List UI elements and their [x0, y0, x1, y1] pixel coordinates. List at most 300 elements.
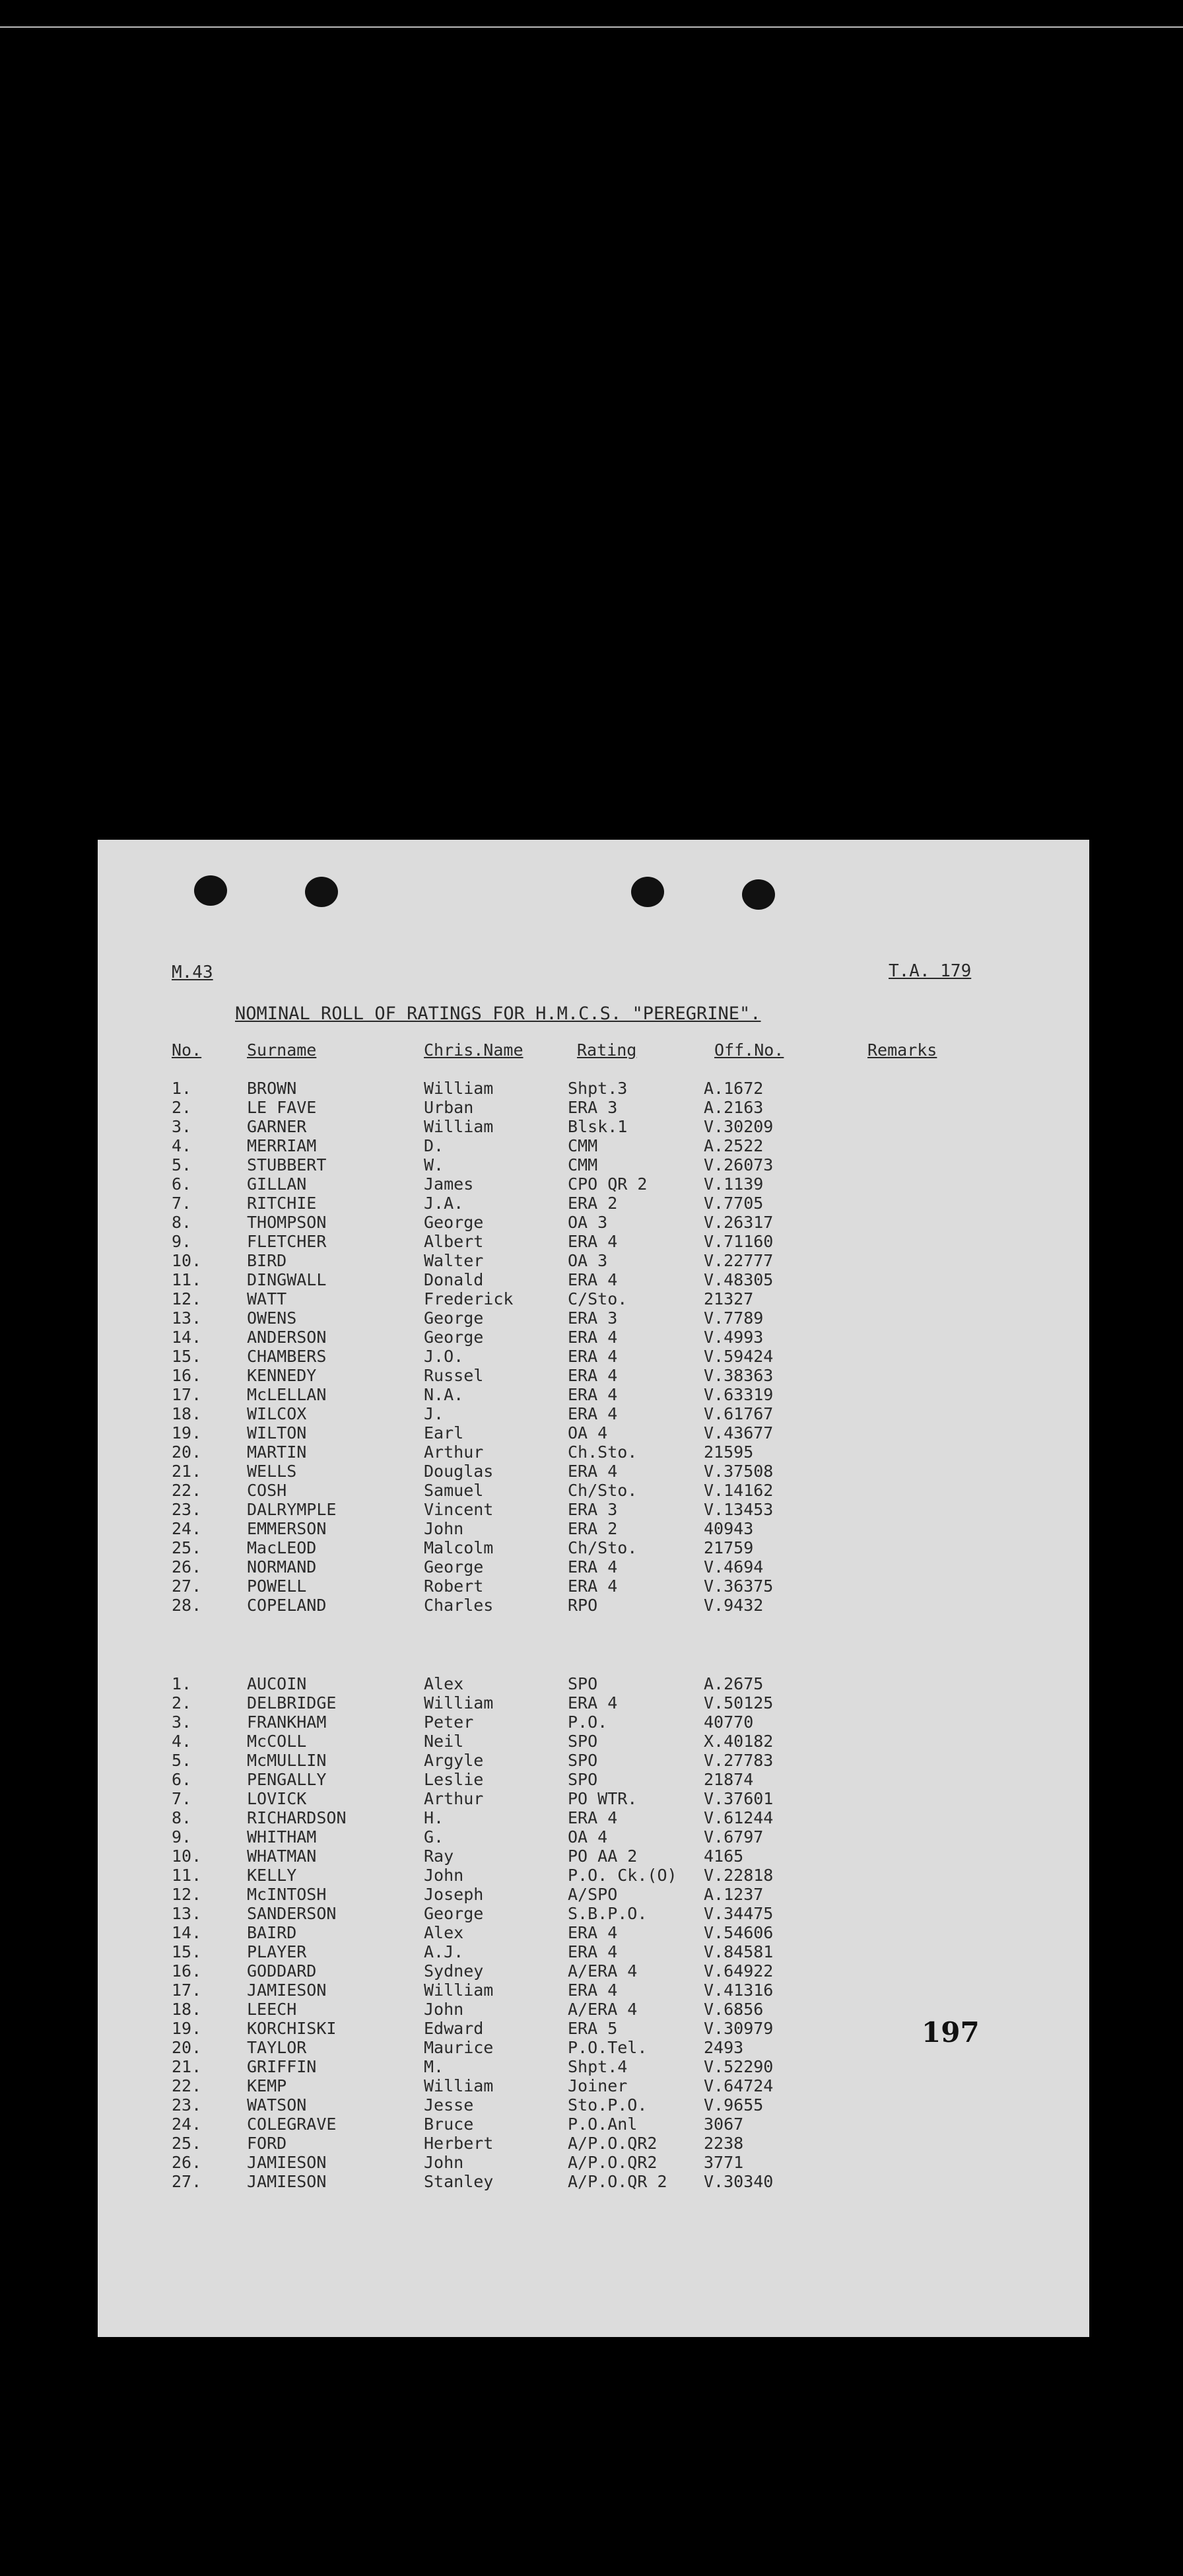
row-chris-name: Douglas	[424, 1462, 494, 1481]
row-off-no: V.64724	[704, 2076, 774, 2095]
row-chris-name: George	[424, 1328, 484, 1347]
row-off-no: V.22777	[704, 1251, 774, 1270]
row-surname: CHAMBERS	[247, 1347, 327, 1366]
row-number: 9.	[172, 1827, 192, 1847]
row-surname: BAIRD	[247, 1923, 297, 1942]
punch-hole	[194, 875, 227, 906]
row-surname: JAMIESON	[247, 2153, 327, 2172]
row-number: 14.	[172, 1328, 202, 1347]
row-rating: Joiner	[568, 2076, 628, 2095]
row-number: 6.	[172, 1770, 192, 1789]
table-row	[98, 1770, 1089, 1789]
row-surname: WHITHAM	[247, 1827, 317, 1847]
row-rating: Ch.Sto.	[568, 1442, 638, 1462]
row-number: 27.	[172, 2172, 202, 2191]
row-surname: OWENS	[247, 1308, 297, 1328]
row-chris-name: Malcolm	[424, 1538, 494, 1557]
row-surname: FORD	[247, 2134, 287, 2153]
row-surname: COSH	[247, 1481, 287, 1500]
row-rating: S.B.P.O.	[568, 1904, 648, 1923]
row-rating: A/P.O.QR 2	[568, 2172, 667, 2191]
row-rating: A/ERA 4	[568, 2000, 638, 2019]
row-rating: PO AA 2	[568, 1847, 638, 1866]
row-chris-name: Frederick	[424, 1289, 514, 1308]
row-off-no: V.48305	[704, 1270, 774, 1289]
table-row	[98, 1194, 1089, 1213]
table-row	[98, 2057, 1089, 2076]
row-off-no: A.1237	[704, 1885, 764, 1904]
table-row	[98, 1961, 1089, 1981]
table-row	[98, 1366, 1089, 1385]
row-surname: McCOLL	[247, 1732, 307, 1751]
row-surname: MacLEOD	[247, 1538, 317, 1557]
row-off-no: X.40182	[704, 1732, 774, 1751]
table-row	[98, 1481, 1089, 1500]
col-header-chris-name: Chris.Name	[424, 1040, 524, 1060]
row-chris-name: Joseph	[424, 1885, 484, 1904]
table-row	[98, 1270, 1089, 1289]
row-surname: LEECH	[247, 2000, 297, 2019]
row-number: 13.	[172, 1308, 202, 1328]
row-off-no: 2238	[704, 2134, 744, 2153]
row-chris-name: M.	[424, 2057, 444, 2076]
row-surname: McLELLAN	[247, 1385, 327, 1404]
row-surname: ANDERSON	[247, 1328, 327, 1347]
row-rating: Ch/Sto.	[568, 1481, 638, 1500]
row-off-no: V.43677	[704, 1423, 774, 1442]
row-off-no: V.26073	[704, 1155, 774, 1174]
table-row	[98, 1404, 1089, 1423]
row-chris-name: Ray	[424, 1847, 454, 1866]
row-off-no: V.38363	[704, 1366, 774, 1385]
row-number: 12.	[172, 1289, 202, 1308]
row-chris-name: Maurice	[424, 2038, 494, 2057]
row-number: 25.	[172, 2134, 202, 2153]
row-chris-name: Arthur	[424, 1442, 484, 1462]
row-rating: P.O.Anl	[568, 2115, 638, 2134]
table-row	[98, 1576, 1089, 1596]
row-surname: WILTON	[247, 1423, 307, 1442]
row-off-no: V.30209	[704, 1117, 774, 1136]
row-surname: BIRD	[247, 1251, 287, 1270]
table-row	[98, 1136, 1089, 1155]
row-surname: DINGWALL	[247, 1270, 327, 1289]
row-off-no: A.2675	[704, 1674, 764, 1693]
table-row	[98, 1213, 1089, 1232]
row-off-no: V.59424	[704, 1347, 774, 1366]
row-off-no: V.27783	[704, 1751, 774, 1770]
punch-hole	[742, 879, 775, 910]
row-number: 1.	[172, 1079, 192, 1098]
row-surname: PENGALLY	[247, 1770, 327, 1789]
row-off-no: V.41316	[704, 1981, 774, 2000]
table-row	[98, 2153, 1089, 2172]
row-number: 21.	[172, 1462, 202, 1481]
row-rating: CMM	[568, 1136, 598, 1155]
table-row	[98, 1847, 1089, 1866]
row-chris-name: Peter	[424, 1712, 474, 1732]
row-chris-name: Edward	[424, 2019, 484, 2038]
row-chris-name: John	[424, 2153, 464, 2172]
row-surname: PLAYER	[247, 1942, 307, 1961]
row-surname: COLEGRAVE	[247, 2115, 337, 2134]
row-chris-name: George	[424, 1557, 484, 1576]
row-number: 16.	[172, 1961, 202, 1981]
row-surname: WILCOX	[247, 1404, 307, 1423]
table-row	[98, 1904, 1089, 1923]
table-row	[98, 1442, 1089, 1462]
row-rating: C/Sto.	[568, 1289, 628, 1308]
row-off-no: V.26317	[704, 1213, 774, 1232]
row-surname: DALRYMPLE	[247, 1500, 337, 1519]
table-row	[98, 1789, 1089, 1808]
row-off-no: V.30340	[704, 2172, 774, 2191]
table-row	[98, 1174, 1089, 1194]
row-surname: WATSON	[247, 2095, 307, 2115]
col-header-off-no: Off.No.	[714, 1040, 784, 1060]
col-header-surname: Surname	[247, 1040, 317, 1060]
row-number: 15.	[172, 1942, 202, 1961]
row-chris-name: Arthur	[424, 1789, 484, 1808]
row-chris-name: Earl	[424, 1423, 464, 1442]
row-off-no: 21595	[704, 1442, 754, 1462]
row-surname: GARNER	[247, 1117, 307, 1136]
row-number: 25.	[172, 1538, 202, 1557]
row-surname: McMULLIN	[247, 1751, 327, 1770]
row-rating: A/SPO	[568, 1885, 618, 1904]
table-row	[98, 1596, 1089, 1615]
row-surname: EMMERSON	[247, 1519, 327, 1538]
row-chris-name: Neil	[424, 1732, 464, 1751]
row-surname: KORCHISKI	[247, 2019, 337, 2038]
table-row	[98, 1232, 1089, 1251]
row-off-no: V.4694	[704, 1557, 764, 1576]
table-row	[98, 1923, 1089, 1942]
row-off-no: V.84581	[704, 1942, 774, 1961]
row-off-no: V.7789	[704, 1308, 764, 1328]
row-number: 22.	[172, 1481, 202, 1500]
row-number: 10.	[172, 1251, 202, 1270]
row-rating: ERA 3	[568, 1500, 618, 1519]
row-rating: A/P.O.QR2	[568, 2153, 658, 2172]
row-chris-name: Donald	[424, 1270, 484, 1289]
table-row	[98, 1308, 1089, 1328]
row-surname: NORMAND	[247, 1557, 317, 1576]
row-chris-name: John	[424, 1519, 464, 1538]
page-title: NOMINAL ROLL OF RATINGS FOR H.M.C.S. "PEREGRINE".	[235, 1003, 761, 1024]
row-chris-name: George	[424, 1904, 484, 1923]
row-surname: POWELL	[247, 1576, 307, 1596]
row-surname: FRANKHAM	[247, 1712, 327, 1732]
row-off-no: V.14162	[704, 1481, 774, 1500]
row-rating: CMM	[568, 1155, 598, 1174]
row-rating: ERA 4	[568, 1404, 618, 1423]
row-chris-name: J.A.	[424, 1194, 464, 1213]
row-chris-name: Vincent	[424, 1500, 494, 1519]
row-chris-name: Albert	[424, 1232, 484, 1251]
row-chris-name: W.	[424, 1155, 444, 1174]
table-row	[98, 1328, 1089, 1347]
row-rating: Ch/Sto.	[568, 1538, 638, 1557]
row-surname: STUBBERT	[247, 1155, 327, 1174]
row-chris-name: Charles	[424, 1596, 494, 1615]
row-off-no: 40770	[704, 1712, 754, 1732]
row-number: 26.	[172, 1557, 202, 1576]
row-number: 5.	[172, 1155, 192, 1174]
table-row	[98, 2134, 1089, 2153]
row-number: 23.	[172, 1500, 202, 1519]
col-header-no: No.	[172, 1040, 202, 1060]
row-chris-name: John	[424, 2000, 464, 2019]
row-surname: KEMP	[247, 2076, 287, 2095]
row-number: 24.	[172, 1519, 202, 1538]
row-chris-name: Leslie	[424, 1770, 484, 1789]
row-number: 4.	[172, 1136, 192, 1155]
table-row	[98, 1808, 1089, 1827]
row-surname: GILLAN	[247, 1174, 307, 1194]
row-off-no: V.9432	[704, 1596, 764, 1615]
row-chris-name: Alex	[424, 1923, 464, 1942]
row-surname: GRIFFIN	[247, 2057, 317, 2076]
table-row	[98, 1866, 1089, 1885]
row-off-no: V.63319	[704, 1385, 774, 1404]
row-surname: GODDARD	[247, 1961, 317, 1981]
row-rating: P.O.	[568, 1712, 608, 1732]
row-number: 15.	[172, 1347, 202, 1366]
row-surname: McINTOSH	[247, 1885, 327, 1904]
row-number: 8.	[172, 1808, 192, 1827]
row-number: 23.	[172, 2095, 202, 2115]
row-number: 20.	[172, 2038, 202, 2057]
row-rating: SPO	[568, 1732, 598, 1751]
table-row	[98, 2076, 1089, 2095]
row-rating: Blsk.1	[568, 1117, 628, 1136]
row-rating: OA 3	[568, 1251, 608, 1270]
table-row	[98, 2095, 1089, 2115]
table-row	[98, 1981, 1089, 2000]
row-rating: OA 4	[568, 1827, 608, 1847]
row-number: 3.	[172, 1117, 192, 1136]
row-off-no: V.64922	[704, 1961, 774, 1981]
table-row	[98, 1155, 1089, 1174]
table-row	[98, 1462, 1089, 1481]
row-surname: DELBRIDGE	[247, 1693, 337, 1712]
row-chris-name: Urban	[424, 1098, 474, 1117]
row-off-no: V.4993	[704, 1328, 764, 1347]
row-off-no: A.2522	[704, 1136, 764, 1155]
top-rule	[0, 26, 1183, 28]
row-rating: ERA 3	[568, 1098, 618, 1117]
row-surname: SANDERSON	[247, 1904, 337, 1923]
row-rating: ERA 4	[568, 1557, 618, 1576]
row-off-no: A.1672	[704, 1079, 764, 1098]
row-surname: COPELAND	[247, 1596, 327, 1615]
row-number: 27.	[172, 1576, 202, 1596]
row-off-no: 3067	[704, 2115, 744, 2134]
row-chris-name: G.	[424, 1827, 444, 1847]
row-number: 11.	[172, 1866, 202, 1885]
table-row	[98, 1557, 1089, 1576]
row-off-no: V.6797	[704, 1827, 764, 1847]
row-number: 18.	[172, 2000, 202, 2019]
row-off-no: V.1139	[704, 1174, 764, 1194]
row-number: 16.	[172, 1366, 202, 1385]
row-number: 7.	[172, 1789, 192, 1808]
row-rating: ERA 4	[568, 1693, 618, 1712]
row-number: 19.	[172, 2019, 202, 2038]
row-number: 24.	[172, 2115, 202, 2134]
row-number: 21.	[172, 2057, 202, 2076]
row-rating: P.O.Tel.	[568, 2038, 648, 2057]
row-rating: ERA 4	[568, 1462, 618, 1481]
row-number: 10.	[172, 1847, 202, 1866]
row-number: 5.	[172, 1751, 192, 1770]
row-rating: ERA 4	[568, 1347, 618, 1366]
punch-hole	[305, 877, 338, 907]
row-chris-name: Robert	[424, 1576, 484, 1596]
row-surname: FLETCHER	[247, 1232, 327, 1251]
row-rating: ERA 4	[568, 1328, 618, 1347]
col-header-remarks: Remarks	[867, 1040, 937, 1060]
table-row	[98, 1251, 1089, 1270]
row-rating: ERA 4	[568, 1366, 618, 1385]
punch-hole	[631, 877, 664, 907]
row-off-no: 3771	[704, 2153, 744, 2172]
row-chris-name: Russel	[424, 1366, 484, 1385]
row-off-no: V.30979	[704, 2019, 774, 2038]
table-row	[98, 1538, 1089, 1557]
row-surname: WELLS	[247, 1462, 297, 1481]
row-number: 6.	[172, 1174, 192, 1194]
table-row	[98, 1117, 1089, 1136]
row-rating: PO WTR.	[568, 1789, 638, 1808]
row-chris-name: Walter	[424, 1251, 484, 1270]
row-off-no: V.6856	[704, 2000, 764, 2019]
row-number: 9.	[172, 1232, 192, 1251]
row-off-no: 40943	[704, 1519, 754, 1538]
row-off-no: V.36375	[704, 1576, 774, 1596]
row-off-no: 21759	[704, 1538, 754, 1557]
row-rating: Shpt.4	[568, 2057, 628, 2076]
table-row	[98, 2172, 1089, 2191]
row-number: 2.	[172, 1098, 192, 1117]
row-surname: MARTIN	[247, 1442, 307, 1462]
row-rating: ERA 4	[568, 1808, 618, 1827]
row-surname: WATT	[247, 1289, 287, 1308]
row-number: 1.	[172, 1674, 192, 1693]
row-rating: ERA 4	[568, 1981, 618, 2000]
row-rating: ERA 5	[568, 2019, 618, 2038]
row-off-no: V.37601	[704, 1789, 774, 1808]
table-row	[98, 1712, 1089, 1732]
row-surname: RICHARDSON	[247, 1808, 347, 1827]
row-chris-name: Bruce	[424, 2115, 474, 2134]
row-rating: ERA 2	[568, 1194, 618, 1213]
row-chris-name: William	[424, 2076, 494, 2095]
row-number: 18.	[172, 1404, 202, 1423]
row-surname: KENNEDY	[247, 1366, 317, 1385]
row-off-no: V.50125	[704, 1693, 774, 1712]
row-off-no: V.52290	[704, 2057, 774, 2076]
row-number: 4.	[172, 1732, 192, 1751]
row-surname: WHATMAN	[247, 1847, 317, 1866]
row-number: 8.	[172, 1213, 192, 1232]
row-chris-name: John	[424, 1866, 464, 1885]
row-off-no: V.13453	[704, 1500, 774, 1519]
row-chris-name: J.	[424, 1404, 444, 1423]
table-row	[98, 1827, 1089, 1847]
row-rating: RPO	[568, 1596, 598, 1615]
row-rating: ERA 3	[568, 1308, 618, 1328]
row-off-no: V.34475	[704, 1904, 774, 1923]
row-rating: P.O. Ck.(O)	[568, 1866, 677, 1885]
row-number: 19.	[172, 1423, 202, 1442]
row-number: 17.	[172, 1981, 202, 2000]
row-number: 20.	[172, 1442, 202, 1462]
row-surname: BROWN	[247, 1079, 297, 1098]
row-number: 22.	[172, 2076, 202, 2095]
row-rating: ERA 4	[568, 1232, 618, 1251]
row-off-no: 21874	[704, 1770, 754, 1789]
row-chris-name: A.J.	[424, 1942, 464, 1961]
row-chris-name: D.	[424, 1136, 444, 1155]
row-surname: JAMIESON	[247, 1981, 327, 2000]
row-chris-name: George	[424, 1213, 484, 1232]
row-rating: A/ERA 4	[568, 1961, 638, 1981]
row-chris-name: George	[424, 1308, 484, 1328]
row-off-no: V.61244	[704, 1808, 774, 1827]
row-surname: LE FAVE	[247, 1098, 317, 1117]
row-number: 7.	[172, 1194, 192, 1213]
row-rating: ERA 2	[568, 1519, 618, 1538]
ref-left: M.43	[172, 963, 213, 982]
row-chris-name: Alex	[424, 1674, 464, 1693]
row-chris-name: Samuel	[424, 1481, 484, 1500]
row-number: 13.	[172, 1904, 202, 1923]
row-rating: ERA 4	[568, 1923, 618, 1942]
table-row	[98, 1519, 1089, 1538]
row-chris-name: William	[424, 1117, 494, 1136]
row-rating: ERA 4	[568, 1576, 618, 1596]
table-row	[98, 1732, 1089, 1751]
ref-right: T.A. 179	[889, 961, 972, 981]
row-off-no: V.22818	[704, 1866, 774, 1885]
col-header-rating: Rating	[577, 1040, 637, 1060]
row-rating: ERA 4	[568, 1942, 618, 1961]
row-off-no: V.71160	[704, 1232, 774, 1251]
row-surname: AUCOIN	[247, 1674, 307, 1693]
row-surname: LOVICK	[247, 1789, 307, 1808]
row-chris-name: Herbert	[424, 2134, 494, 2153]
row-number: 28.	[172, 1596, 202, 1615]
row-chris-name: Sydney	[424, 1961, 484, 1981]
row-chris-name: Jesse	[424, 2095, 474, 2115]
row-off-no: A.2163	[704, 1098, 764, 1117]
table-row	[98, 1423, 1089, 1442]
row-rating: OA 3	[568, 1213, 608, 1232]
table-row	[98, 1347, 1089, 1366]
row-off-no: V.54606	[704, 1923, 774, 1942]
row-rating: SPO	[568, 1674, 598, 1693]
row-off-no: 21327	[704, 1289, 754, 1308]
row-off-no: V.37508	[704, 1462, 774, 1481]
row-rating: Shpt.3	[568, 1079, 628, 1098]
row-chris-name: H.	[424, 1808, 444, 1827]
row-chris-name: Stanley	[424, 2172, 494, 2191]
row-surname: JAMIESON	[247, 2172, 327, 2191]
row-chris-name: William	[424, 1079, 494, 1098]
row-off-no: V.61767	[704, 1404, 774, 1423]
